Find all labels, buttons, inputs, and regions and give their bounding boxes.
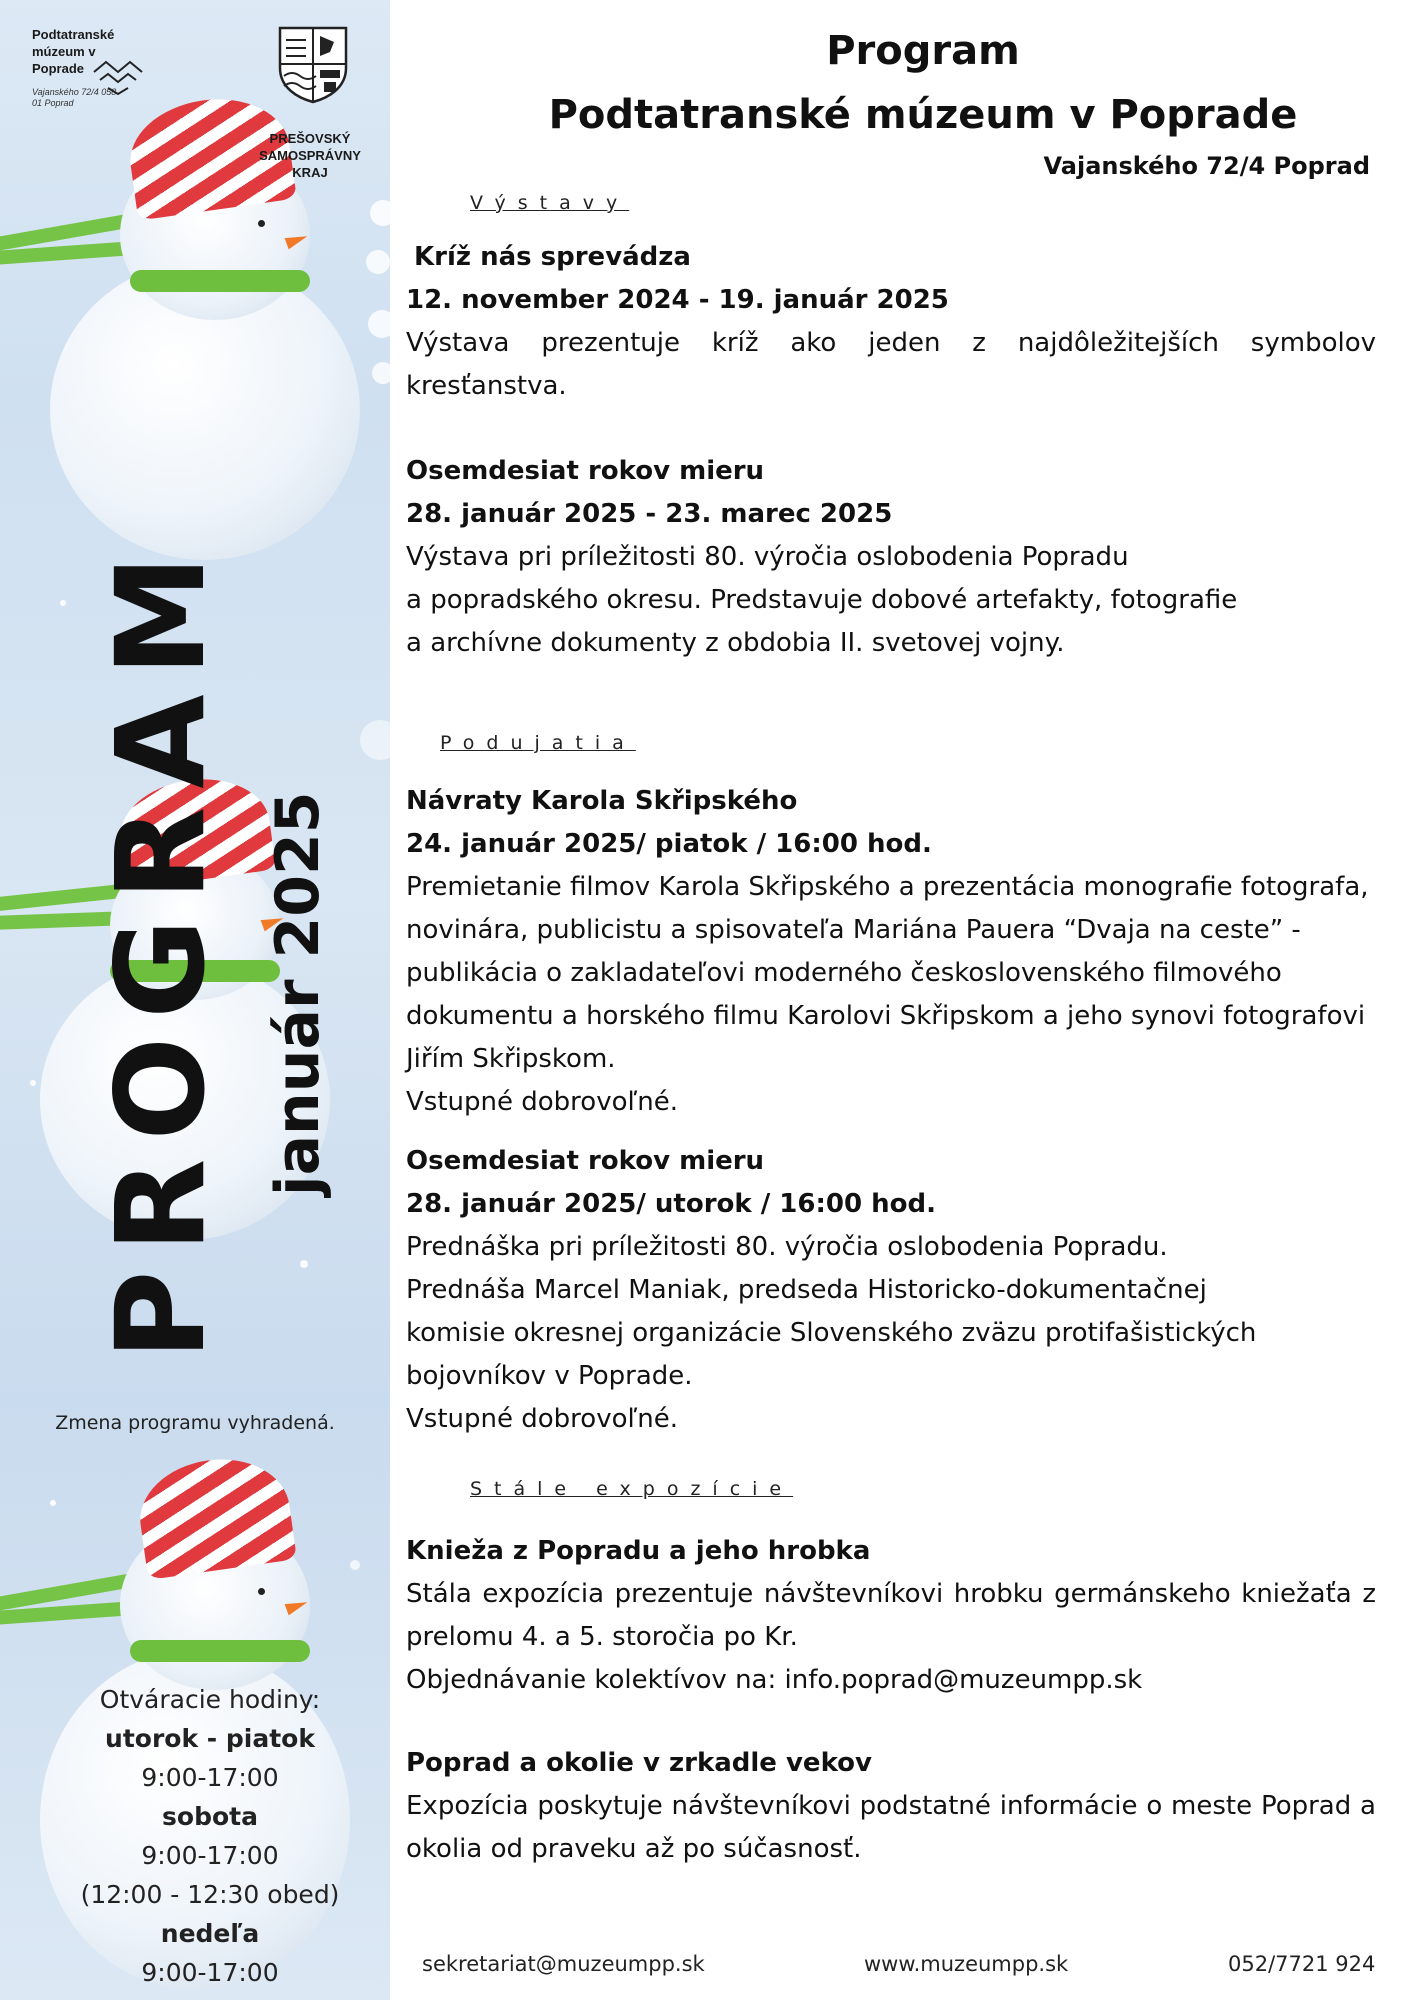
footer-phone: 052/7721 924 [1228, 1952, 1376, 1976]
permanent-item [406, 1742, 1376, 1871]
event-title: Osemdesiat rokov mieru [406, 1146, 765, 1176]
exhibition-item [406, 236, 1376, 408]
sidebar-banner [0, 0, 390, 2000]
exhibition-description-line: Výstava pri príležitosti 80. výročia oslobodenia Popradu [406, 542, 1129, 572]
hours-weekday-label: utorok - piatok [105, 1724, 315, 1753]
event-entry: Vstupné dobrovoľné. [406, 1087, 678, 1117]
permanent-description: Expozícia poskytuje návštevníkovi podstatné informácie o meste Poprad a okolia od praveku až po súčasnosť. [406, 1791, 1376, 1864]
event-description-line: Prednáška pri príležitosti 80. výročia oslobodenia Popradu. [406, 1232, 1168, 1262]
museum-address: Vajanského 72/4 Poprad [1043, 152, 1370, 180]
section-heading-events: Podujatia [440, 732, 636, 754]
event-date: 24. január 2025/ piatok / 16:00 hod. [406, 829, 932, 859]
event-description-line: Prednáša Marcel Maniak, predseda Historicko-dokumentačnej [406, 1275, 1207, 1305]
hours-label: Otváracie hodiny: [99, 1685, 321, 1714]
page-title: Program [826, 28, 1020, 74]
opening-hours [0, 1680, 390, 1992]
permanent-description: Stála expozícia prezentuje návštevníkovi hrobku germánskeho kniežaťa z prelomu 4. a 5. storočia po Kr. [406, 1579, 1376, 1652]
event-description-line: bojovníkov v Poprade. [406, 1361, 693, 1391]
program-change-note: Zmena programu vyhradená. [55, 1412, 335, 1434]
event-description-line: komisie okresnej organizácie Slovenského zväzu protifašistických [406, 1318, 1257, 1348]
section-heading-permanent: Stále expozície [470, 1478, 794, 1500]
footer-website-link[interactable]: www.muzeumpp.sk [864, 1952, 1069, 1976]
vertical-program-title: PROGRAM [90, 537, 232, 1360]
event-item [406, 780, 1376, 1124]
hours-saturday-note: (12:00 - 12:30 obed) [80, 1880, 340, 1909]
footer-email-link[interactable]: sekretariat@muzeumpp.sk [422, 1952, 705, 1976]
snow-dot [60, 600, 66, 606]
region-name: PREŠOVSKÝ SAMOSPRÁVNY KRAJ [259, 131, 361, 180]
section-heading-exhibitions: Výstavy [470, 192, 630, 214]
museum-logo-address: Vajanského 72/4 058 01 Poprad [32, 87, 117, 108]
snow-dot [360, 720, 390, 760]
page-subtitle: Podtatranské múzeum v Poprade [548, 92, 1298, 138]
event-date: 28. január 2025/ utorok / 16:00 hod. [406, 1189, 936, 1219]
permanent-order-info: Objednávanie kolektívov na: info.poprad@muzeumpp.sk [406, 1665, 1143, 1695]
hours-weekday-time: 9:00-17:00 [141, 1763, 279, 1792]
permanent-title: Poprad a okolie v zrkadle vekov [406, 1748, 872, 1778]
hours-sunday-label: nedeľa [160, 1919, 260, 1948]
exhibition-description-line: a archívne dokumenty z obdobia II. svetovej vojny. [406, 628, 1065, 658]
permanent-title: Knieža z Popradu a jeho hrobka [406, 1536, 871, 1566]
exhibition-date: 12. november 2024 - 19. január 2025 [406, 285, 949, 315]
event-entry: Vstupné dobrovoľné. [406, 1404, 678, 1434]
exhibition-description-line: a popradského okresu. Predstavuje dobové artefakty, fotografie [406, 585, 1238, 615]
exhibition-date: 28. január 2025 - 23. marec 2025 [406, 499, 893, 529]
event-title: Návraty Karola Skřipského [406, 786, 798, 816]
hours-sunday-time: 9:00-17:00 [141, 1958, 279, 1987]
exhibition-item [406, 450, 1376, 665]
permanent-item [406, 1530, 1376, 1702]
hours-saturday-time: 9:00-17:00 [141, 1841, 279, 1870]
mountain-icon [86, 50, 150, 100]
hours-saturday-label: sobota [162, 1802, 258, 1831]
event-description: Premietanie filmov Karola Skřipského a prezentácia monografie fotografa, novinára, publicistu a spisovateľa Mariána Pauera “Dvaja na ceste” - publikácia o zakladateľovi moderného československého filmového dokumentu a horského filmu Karolovi Skřipskom a jeho synovi fotografovi Jiřím Skřipskom. [406, 872, 1369, 1074]
museum-logo-name: Podtatranské múzeum v Poprade [32, 27, 115, 76]
vertical-month-title: január 2025 [263, 791, 333, 1196]
region-crest-icon [276, 24, 350, 104]
exhibition-title: Kríž nás sprevádza [414, 242, 691, 272]
exhibition-description: Výstava prezentuje kríž ako jeden z najdôležitejších symbolov kresťanstva. [406, 328, 1376, 401]
event-item [406, 1140, 1376, 1441]
exhibition-title: Osemdesiat rokov mieru [406, 456, 765, 486]
snow-dot [300, 1260, 308, 1268]
